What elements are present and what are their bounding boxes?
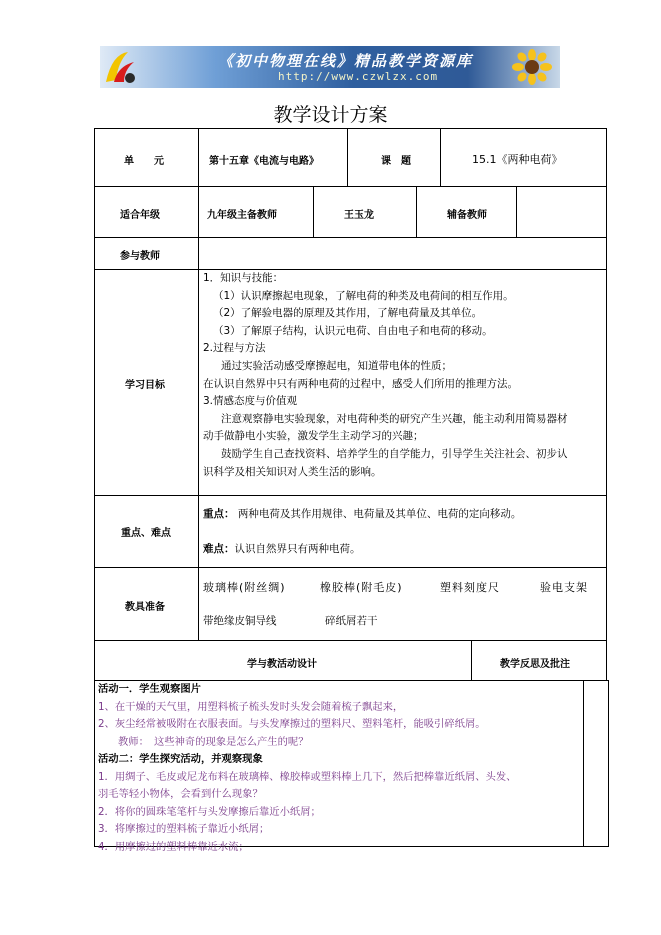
banner-title: 《初中物理在线》精品教学资源库 (218, 52, 474, 70)
unit-label: 单 元 (124, 156, 164, 167)
teacher-question: 教师： 这些神奇的现象是怎么产生的呢？ (118, 735, 309, 748)
goal-line: 鼓励学生自己查找资料、培养学生的自学能力，引导学生关注社会、初步认 (221, 447, 568, 460)
activity2-item: 4．用摩擦过的塑料棒靠近水流； (98, 840, 249, 853)
material-item: 玻璃棒(附丝绸) (203, 581, 286, 594)
goal-line: 1．知识与技能： (203, 272, 284, 284)
difficulty-prefix: 难点： (203, 543, 235, 555)
design-header: 学与教活动设计 (247, 659, 317, 670)
reflection-header: 教学反思及批注 (500, 659, 570, 670)
lead-teacher-label: 九年级主备教师 (207, 210, 277, 221)
goal-line: 识科学及相关知识对人类生活的影响。 (203, 465, 382, 478)
sunflower-icon (512, 49, 552, 85)
key-text: 两种电荷及其作用规律、电荷量及其单位、电荷的定向移动。 (237, 508, 522, 520)
material-item: 碎纸屑若干 (325, 615, 378, 627)
goal-line: （2）了解验电器的原理及其作用，了解电荷量及其单位。 (213, 307, 483, 320)
activity1-title: 活动一．学生观察图片 (98, 683, 201, 695)
activities-block (98, 681, 516, 856)
topic-value: 15.1《两种电荷》 (472, 153, 563, 166)
material-item: 塑料刻度尺 (440, 581, 500, 594)
goal-line: （3）了解原子结构，认识元电荷、自由电子和电荷的移动。 (213, 324, 493, 337)
goal-line: 2.过程与方法 (203, 342, 266, 355)
participants-label: 参与教师 (120, 251, 160, 262)
grade-label: 适合年级 (120, 210, 160, 221)
goal-line: 通过实验活动感受摩擦起电，知道带电体的性质； (221, 359, 452, 372)
activity1-item: 2、灰尘经常被吸附在衣服表面。与头发摩擦过的塑料尺、塑料笔杆，能吸引碎纸屑。 (98, 718, 486, 730)
header-banner (100, 46, 560, 88)
goal-line: 注意观察静电实验现象，对电荷种类的研究产生兴趣，能主动利用简易器材 (221, 412, 568, 425)
lead-teacher-name: 王玉龙 (344, 210, 374, 221)
activity1-item: 1、在干燥的天气里，用塑料梳子梳头发时头发会随着梳子飘起来， (98, 700, 404, 713)
document-title: 教学设计方案 (273, 104, 388, 126)
goal-line: （1）认识摩擦起电现象，了解电荷的种类及电荷间的相互作用。 (213, 289, 514, 302)
goals-label: 学习目标 (125, 380, 165, 391)
difficulty-text: 认识自然界只有两种电荷。 (234, 543, 361, 555)
goal-line: 在认识自然界中只有两种电荷的过程中，感受人们所用的推理方法。 (203, 377, 518, 390)
assist-teacher-label: 辅备教师 (447, 210, 487, 221)
material-item: 橡胶棒(附毛皮) (320, 581, 403, 594)
unit-value: 第十五章《电流与电路》 (209, 156, 319, 167)
activity2-item: 1．用绸子、毛皮或尼龙布料在玻璃棒、橡胶棒或塑料棒上几下，然后把棒靠近纸屑、头发、 (98, 770, 517, 783)
goals-text (203, 270, 568, 481)
activity2-item: 2．将你的圆珠笔笔杆与头发摩擦后靠近小纸屑； (98, 805, 321, 818)
key-prefix: 重点： (203, 508, 235, 520)
goal-line: 动手做静电小实验，激发学生主动学习的兴趣； (203, 430, 424, 443)
site-logo-icon (102, 48, 142, 86)
activity2-item: 羽毛等轻小物体，会看到什么现象？ (98, 788, 263, 800)
goal-line: 3.情感态度与价值观 (203, 395, 298, 408)
banner-url[interactable]: http://www.czwlzx.com (278, 70, 439, 83)
topic-label: 课 题 (381, 156, 411, 167)
activity2-title: 活动二：学生探究活动，并观察现象 (98, 753, 263, 765)
materials-label: 教具准备 (125, 602, 165, 613)
key-points-label: 重点、难点 (121, 528, 171, 539)
material-item: 验电支架 (540, 581, 588, 594)
key-point-line (203, 506, 521, 521)
activity2-item: 3．将摩擦过的塑料梳子靠近小纸屑； (98, 823, 270, 835)
difficulty-line (203, 541, 361, 556)
material-item: 带绝缘皮铜导线 (203, 615, 277, 627)
